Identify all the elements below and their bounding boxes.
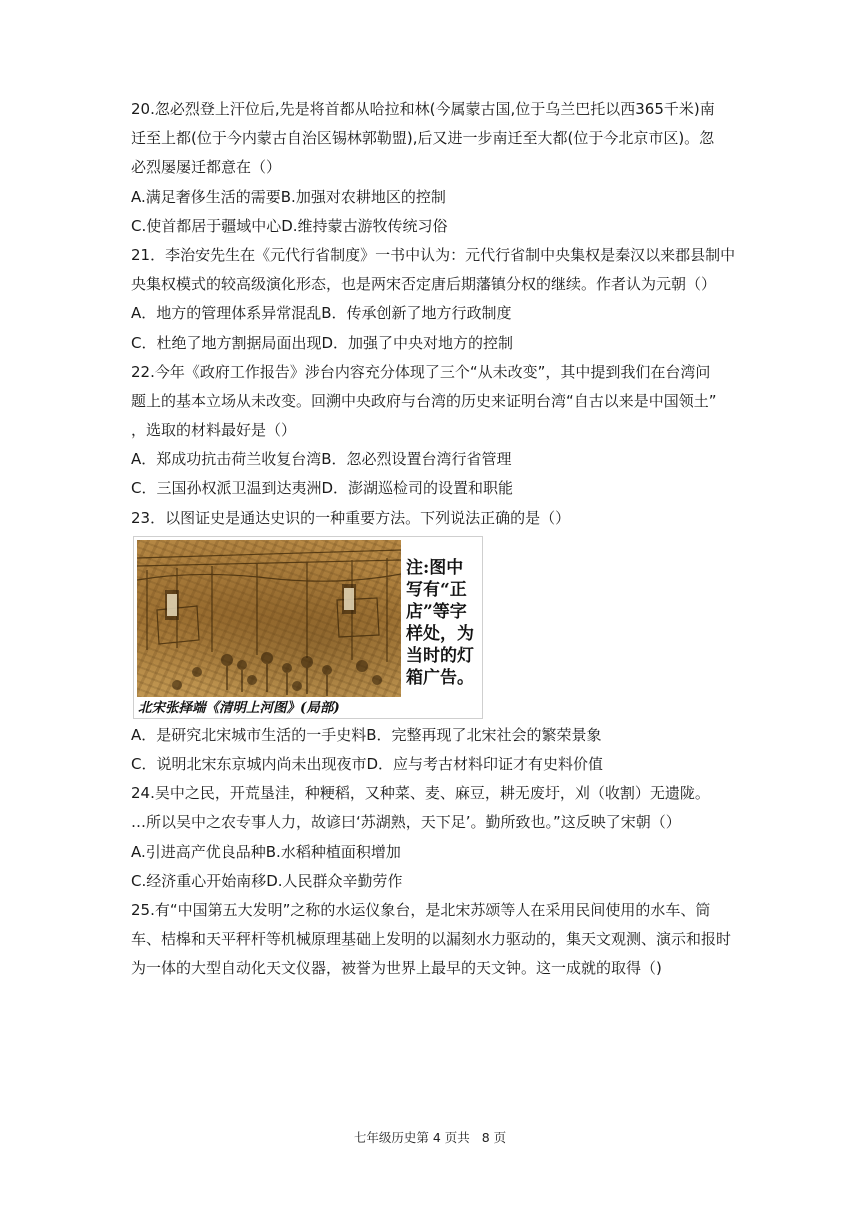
question-21-stem-line: 央集权模式的较高级演化形态，也是两宋否定唐后期藩镇分权的继续。作者认为元朝（）	[131, 275, 717, 294]
question-22-options-line: A．郑成功抗击荷兰收复台湾B．忽必烈设置台湾行省管理	[131, 450, 512, 469]
question-23-options-line: A．是研究北宋城市生活的一手史料B．完整再现了北宋社会的繁荣景象	[131, 725, 602, 744]
question-22-options-line: C．三国孙权派卫温到达夷洲D．澎湖巡检司的设置和职能	[131, 479, 514, 498]
question-24	[131, 779, 771, 896]
question-25-stem-line: 25.有“中国第五大发明”之称的水运仪象台，是北宋苏颂等人在采用民间使用的水车、筒	[131, 900, 711, 919]
question-20	[131, 95, 771, 241]
question-22-stem-line: 题上的基本立场从未改变。回溯中央政府与台湾的历史来证明台湾“自古以来是中国领土”	[131, 391, 717, 410]
question-25	[131, 896, 771, 984]
question-22-stem-line: ，选取的材料最好是（）	[131, 421, 297, 440]
question-21-options-line: A．地方的管理体系异常混乱B．传承创新了地方行政制度	[131, 304, 512, 323]
question-20-stem-line: 迁至上都(位于今内蒙古自治区锡林郭勒盟),后又进一步南迁至大都(位于今北京市区)。忽	[131, 129, 715, 148]
painting-illustration	[137, 540, 401, 697]
question-24-stem-line: …所以吴中之农专事人力，故谚曰‘苏湖熟，天下足’。勤所致也。”这反映了宋朝（）	[131, 813, 681, 832]
question-20-options-line: C.使首都居于疆域中心D.维持蒙古游牧传统习俗	[131, 216, 448, 235]
figure-caption: 北宋张择端《清明上河图》(局部)	[138, 699, 340, 716]
question-23	[131, 504, 771, 780]
page-footer	[0, 1128, 860, 1146]
question-22	[131, 358, 771, 504]
question-20-stem-line: 必烈屡屡迁都意在（）	[131, 158, 282, 177]
question-22-stem-line: 22.今年《政府工作报告》涉台内容充分体现了三个“从未改变”，其中提到我们在台湾问	[131, 362, 711, 381]
question-21	[131, 241, 771, 358]
question-21-stem-line: 21．李治安先生在《元代行省制度》一书中认为：元代行省制中央集权是秦汉以来郡县制中	[131, 245, 736, 264]
question-24-stem-line: 24.吴中之民，开荒垦洼，种粳稻，又种菜、麦、麻豆，耕无废圩，刈（收割）无遗陇。	[131, 784, 710, 803]
page-content	[131, 95, 771, 984]
question-25-stem-line: 为一体的大型自动化天文仪器，被誉为世界上最早的天文钟。这一成就的取得（)	[131, 959, 662, 978]
question-20-stem-line: 20.忽必烈登上汗位后,先是将首都从哈拉和林(今属蒙古国,位于乌兰巴托以西365千米)南	[131, 100, 715, 118]
question-21-options-line: C．杜绝了地方割据局面出现D．加强了中央对地方的控制	[131, 333, 514, 352]
question-23-stem-line: 23．以图证史是通达史识的一种重要方法。下列说法正确的是（）	[131, 508, 571, 527]
qingming-painting-figure	[133, 536, 483, 719]
page-number-text: 七年级历史第 4 页共 8 页	[353, 1130, 507, 1145]
question-24-options-line: C.经济重心开始南移D.人民群众辛勤劳作	[131, 871, 403, 890]
question-25-stem-line: 车、桔槔和天平秤杆等机械原理基础上发明的以漏刻水力驱动的，集天文观测、演示和报时	[131, 930, 732, 949]
question-23-options-line: C．说明北宋东京城内尚未出现夜市D．应与考古材料印证才有史料价值	[131, 755, 604, 773]
question-20-options-line: A.满足奢侈生活的需要B.加强对农耕地区的控制	[131, 187, 446, 206]
qingming-painting-image	[137, 540, 401, 697]
question-24-options-line: A.引进高产优良品种B.水稻种植面积增加	[131, 842, 401, 861]
figure-note: 注:图中写有“正店”等字样处，为当时的灯箱广告。	[406, 557, 474, 688]
